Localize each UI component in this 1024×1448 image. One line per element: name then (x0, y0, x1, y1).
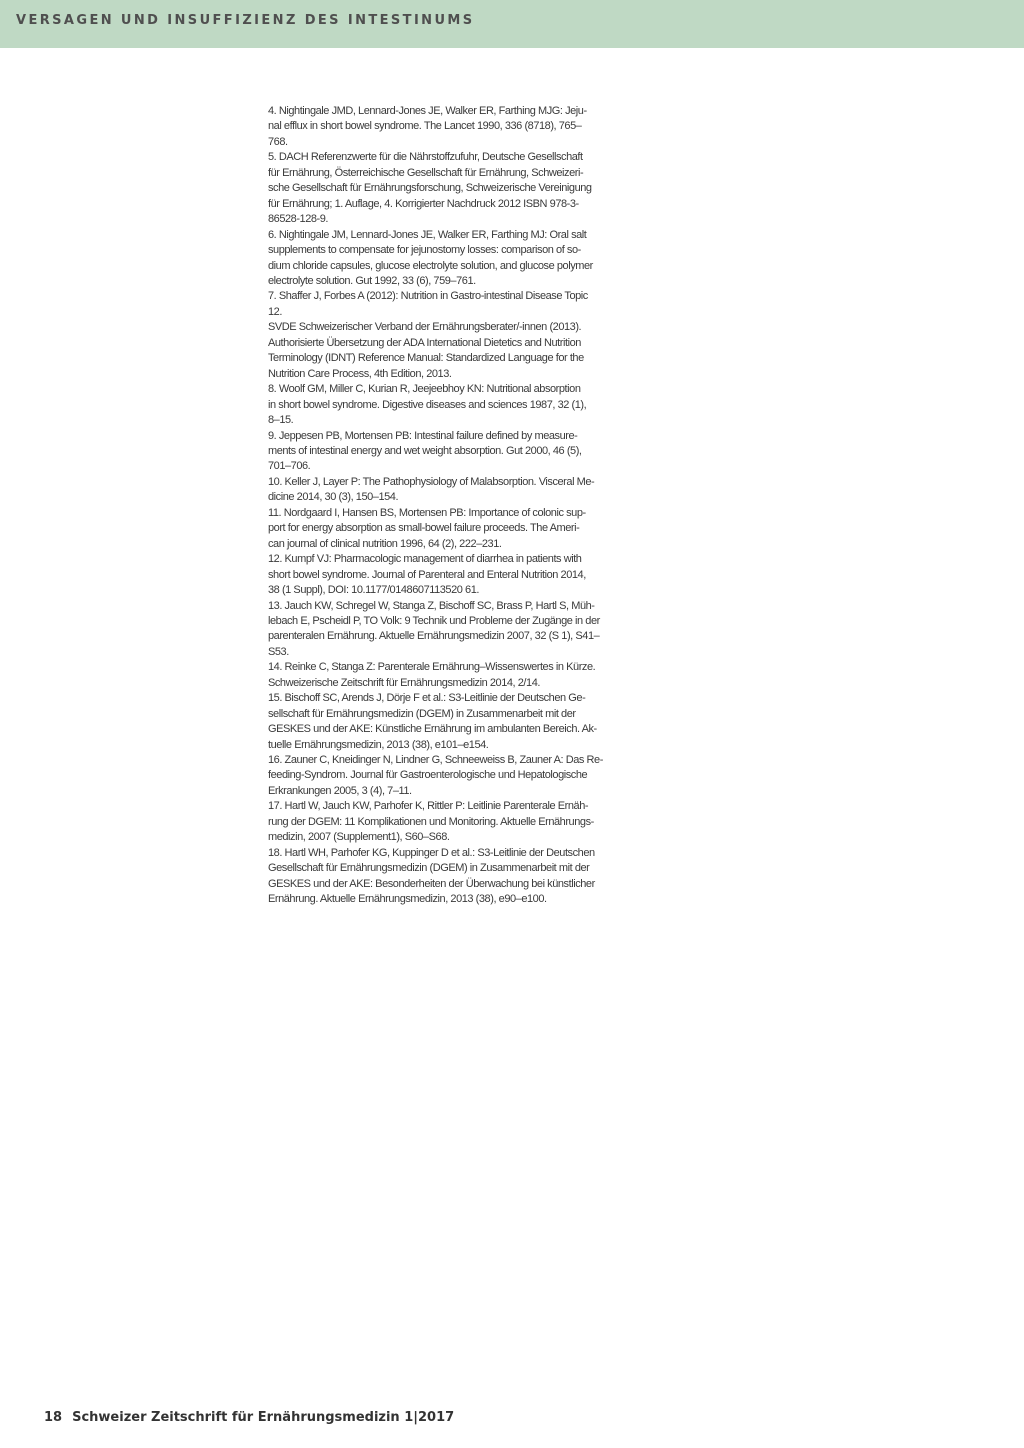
reference-entry (268, 382, 614, 428)
reference-line: 8–15. (268, 414, 294, 427)
reference-line: dicine 2014, 30 (3), 150–154. (268, 491, 399, 504)
reference-line: in short bowel syndrome. Digestive diseases and sciences 1987, 32 (1), (268, 398, 587, 411)
reference-line: 11. Nordgaard I, Hansen BS, Mortensen PB: Importance of colonic sup- (268, 506, 586, 519)
reference-line: lebach E, Pscheidl P, TO Volk: 9 Technik und Probleme der Zugänge in der (268, 614, 600, 627)
reference-line: 17. Hartl W, Jauch KW, Parhofer K, Rittler P: Leitlinie Parenterale Ernäh- (268, 800, 589, 813)
reference-line: GESKES und der AKE: Besonderheiten der Überwachung bei künstlicher (268, 877, 595, 890)
reference-line: 5. DACH Referenzwerte für die Nährstoffzufuhr, Deutsche Gesellschaft (268, 151, 583, 164)
reference-line: 38 (1 Suppl), DOI: 10.1177/0148607113520 61. (268, 584, 479, 597)
reference-line: GESKES und der AKE: Künstliche Ernährung im ambulanten Bereich. Ak- (268, 723, 597, 736)
reference-entry (268, 104, 614, 150)
reference-line: 13. Jauch KW, Schregel W, Stanga Z, Bischoff SC, Brass P, Hartl S, Müh- (268, 599, 595, 612)
reference-line: 16. Zauner C, Kneidinger N, Lindner G, Schneeweiss B, Zauner A: Das Re- (268, 754, 603, 767)
reference-line: short bowel syndrome. Journal of Parenteral and Enteral Nutrition 2014, (268, 568, 586, 581)
reference-line: feeding-Syndrom. Journal für Gastroenterologische und Hepatologische (268, 769, 588, 782)
reference-list (268, 104, 614, 908)
reference-line: 14. Reinke C, Stanga Z: Parenterale Ernährung–Wissenswertes in Kürze. (268, 661, 596, 674)
reference-entry (268, 150, 614, 227)
reference-line: S53. (268, 645, 289, 658)
reference-line: Erkrankungen 2005, 3 (4), 7–11. (268, 784, 412, 797)
reference-line: medizin, 2007 (Supplement1), S60–S68. (268, 831, 450, 844)
reference-line: 4. Nightingale JMD, Lennard-Jones JE, Walker ER, Farthing MJG: Jeju- (268, 105, 587, 117)
reference-line: 15. Bischoff SC, Arends J, Dörje F et al.: S3-Leitlinie der Deutschen Ge- (268, 692, 586, 705)
reference-line: tuelle Ernährungsmedizin, 2013 (38), e101–e154. (268, 738, 489, 751)
reference-entry (268, 320, 614, 382)
page-footer (44, 1410, 454, 1425)
reference-line: 12. (268, 305, 282, 318)
reference-line: 86528-128-9. (268, 213, 329, 226)
reference-line: 7. Shaffer J, Forbes A (2012): Nutrition in Gastro-intestinal Disease Topic (268, 290, 588, 303)
reference-line: 18. Hartl WH, Parhofer KG, Kuppinger D et al.: S3-Leitlinie der Deutschen (268, 846, 595, 859)
reference-entry (268, 660, 614, 691)
reference-line: Gesellschaft für Ernährungsmedizin (DGEM) in Zusammenarbeit mit der (268, 862, 590, 875)
reference-line: 768. (268, 135, 288, 148)
reference-entry (268, 799, 614, 845)
reference-line: sche Gesellschaft für Ernährungsforschung, Schweizerische Vereinigung (268, 182, 592, 195)
reference-line: SVDE Schweizerischer Verband der Ernährungsberater/-innen (2013). (268, 321, 582, 334)
reference-entry (268, 429, 614, 475)
reference-entry (268, 552, 614, 598)
reference-line: 10. Keller J, Layer P: The Pathophysiology of Malabsorption. Visceral Me- (268, 475, 595, 488)
journal-name: Schweizer Zeitschrift für Ernährungsmedizin 1|2017 (72, 1410, 455, 1425)
reference-line: 701–706. (268, 460, 311, 473)
reference-line: Terminology (IDNT) Reference Manual: Standardized Language for the (268, 352, 584, 365)
reference-line: rung der DGEM: 11 Komplikationen und Monitoring. Aktuelle Ernährungs- (268, 815, 594, 828)
reference-line: Ernährung. Aktuelle Ernährungsmedizin, 2013 (38), e90–e100. (268, 893, 547, 906)
reference-line: 12. Kumpf VJ: Pharmacologic management of diarrhea in patients with (268, 553, 582, 566)
header-bar (0, 0, 1024, 48)
reference-line: nal efflux in short bowel syndrome. The Lancet 1990, 336 (8718), 765– (268, 120, 582, 133)
reference-line: parenteralen Ernährung. Aktuelle Ernährungsmedizin 2007, 32 (S 1), S41– (268, 630, 600, 643)
reference-line: für Ernährung, Österreichische Gesellschaft für Ernährung, Schweizeri- (268, 166, 584, 179)
reference-line: Schweizerische Zeitschrift für Ernährungsmedizin 2014, 2/14. (268, 676, 540, 689)
page-number: 18 (44, 1410, 63, 1425)
reference-line: Authorisierte Übersetzung der ADA International Dietetics and Nutrition (268, 336, 581, 349)
reference-line: ments of intestinal energy and wet weight absorption. Gut 2000, 46 (5), (268, 444, 582, 457)
reference-line: 9. Jeppesen PB, Mortensen PB: Intestinal failure defined by measure- (268, 429, 578, 442)
reference-entry (268, 691, 614, 753)
reference-line: sellschaft für Ernährungsmedizin (DGEM) in Zusammenarbeit mit der (268, 707, 576, 720)
reference-line: electrolyte solution. Gut 1992, 33 (6), 759–761. (268, 274, 476, 287)
reference-entry (268, 289, 614, 320)
reference-entry (268, 753, 614, 799)
reference-entry (268, 475, 614, 506)
reference-entry (268, 506, 614, 552)
reference-line: Nutrition Care Process, 4th Edition, 2013. (268, 367, 452, 380)
reference-entry (268, 846, 614, 908)
reference-line: 6. Nightingale JM, Lennard-Jones JE, Walker ER, Farthing MJ: Oral salt (268, 228, 587, 241)
reference-entry (268, 599, 614, 661)
reference-entry (268, 228, 614, 290)
reference-line: für Ernährung; 1. Auflage, 4. Korrigierter Nachdruck 2012 ISBN 978-3- (268, 197, 579, 210)
running-header-title: VERSAGEN UND INSUFFIZIENZ DES INTESTINUMS (16, 13, 475, 28)
reference-line: port for energy absorption as small-bowel failure proceeds. The Ameri- (268, 522, 580, 535)
reference-line: dium chloride capsules, glucose electrolyte solution, and glucose polymer (268, 259, 593, 272)
reference-line: supplements to compensate for jejunostomy losses: comparison of so- (268, 244, 581, 257)
reference-line: 8. Woolf GM, Miller C, Kurian R, Jeejeebhoy KN: Nutritional absorption (268, 383, 581, 396)
reference-line: can journal of clinical nutrition 1996, 64 (2), 222–231. (268, 537, 502, 550)
